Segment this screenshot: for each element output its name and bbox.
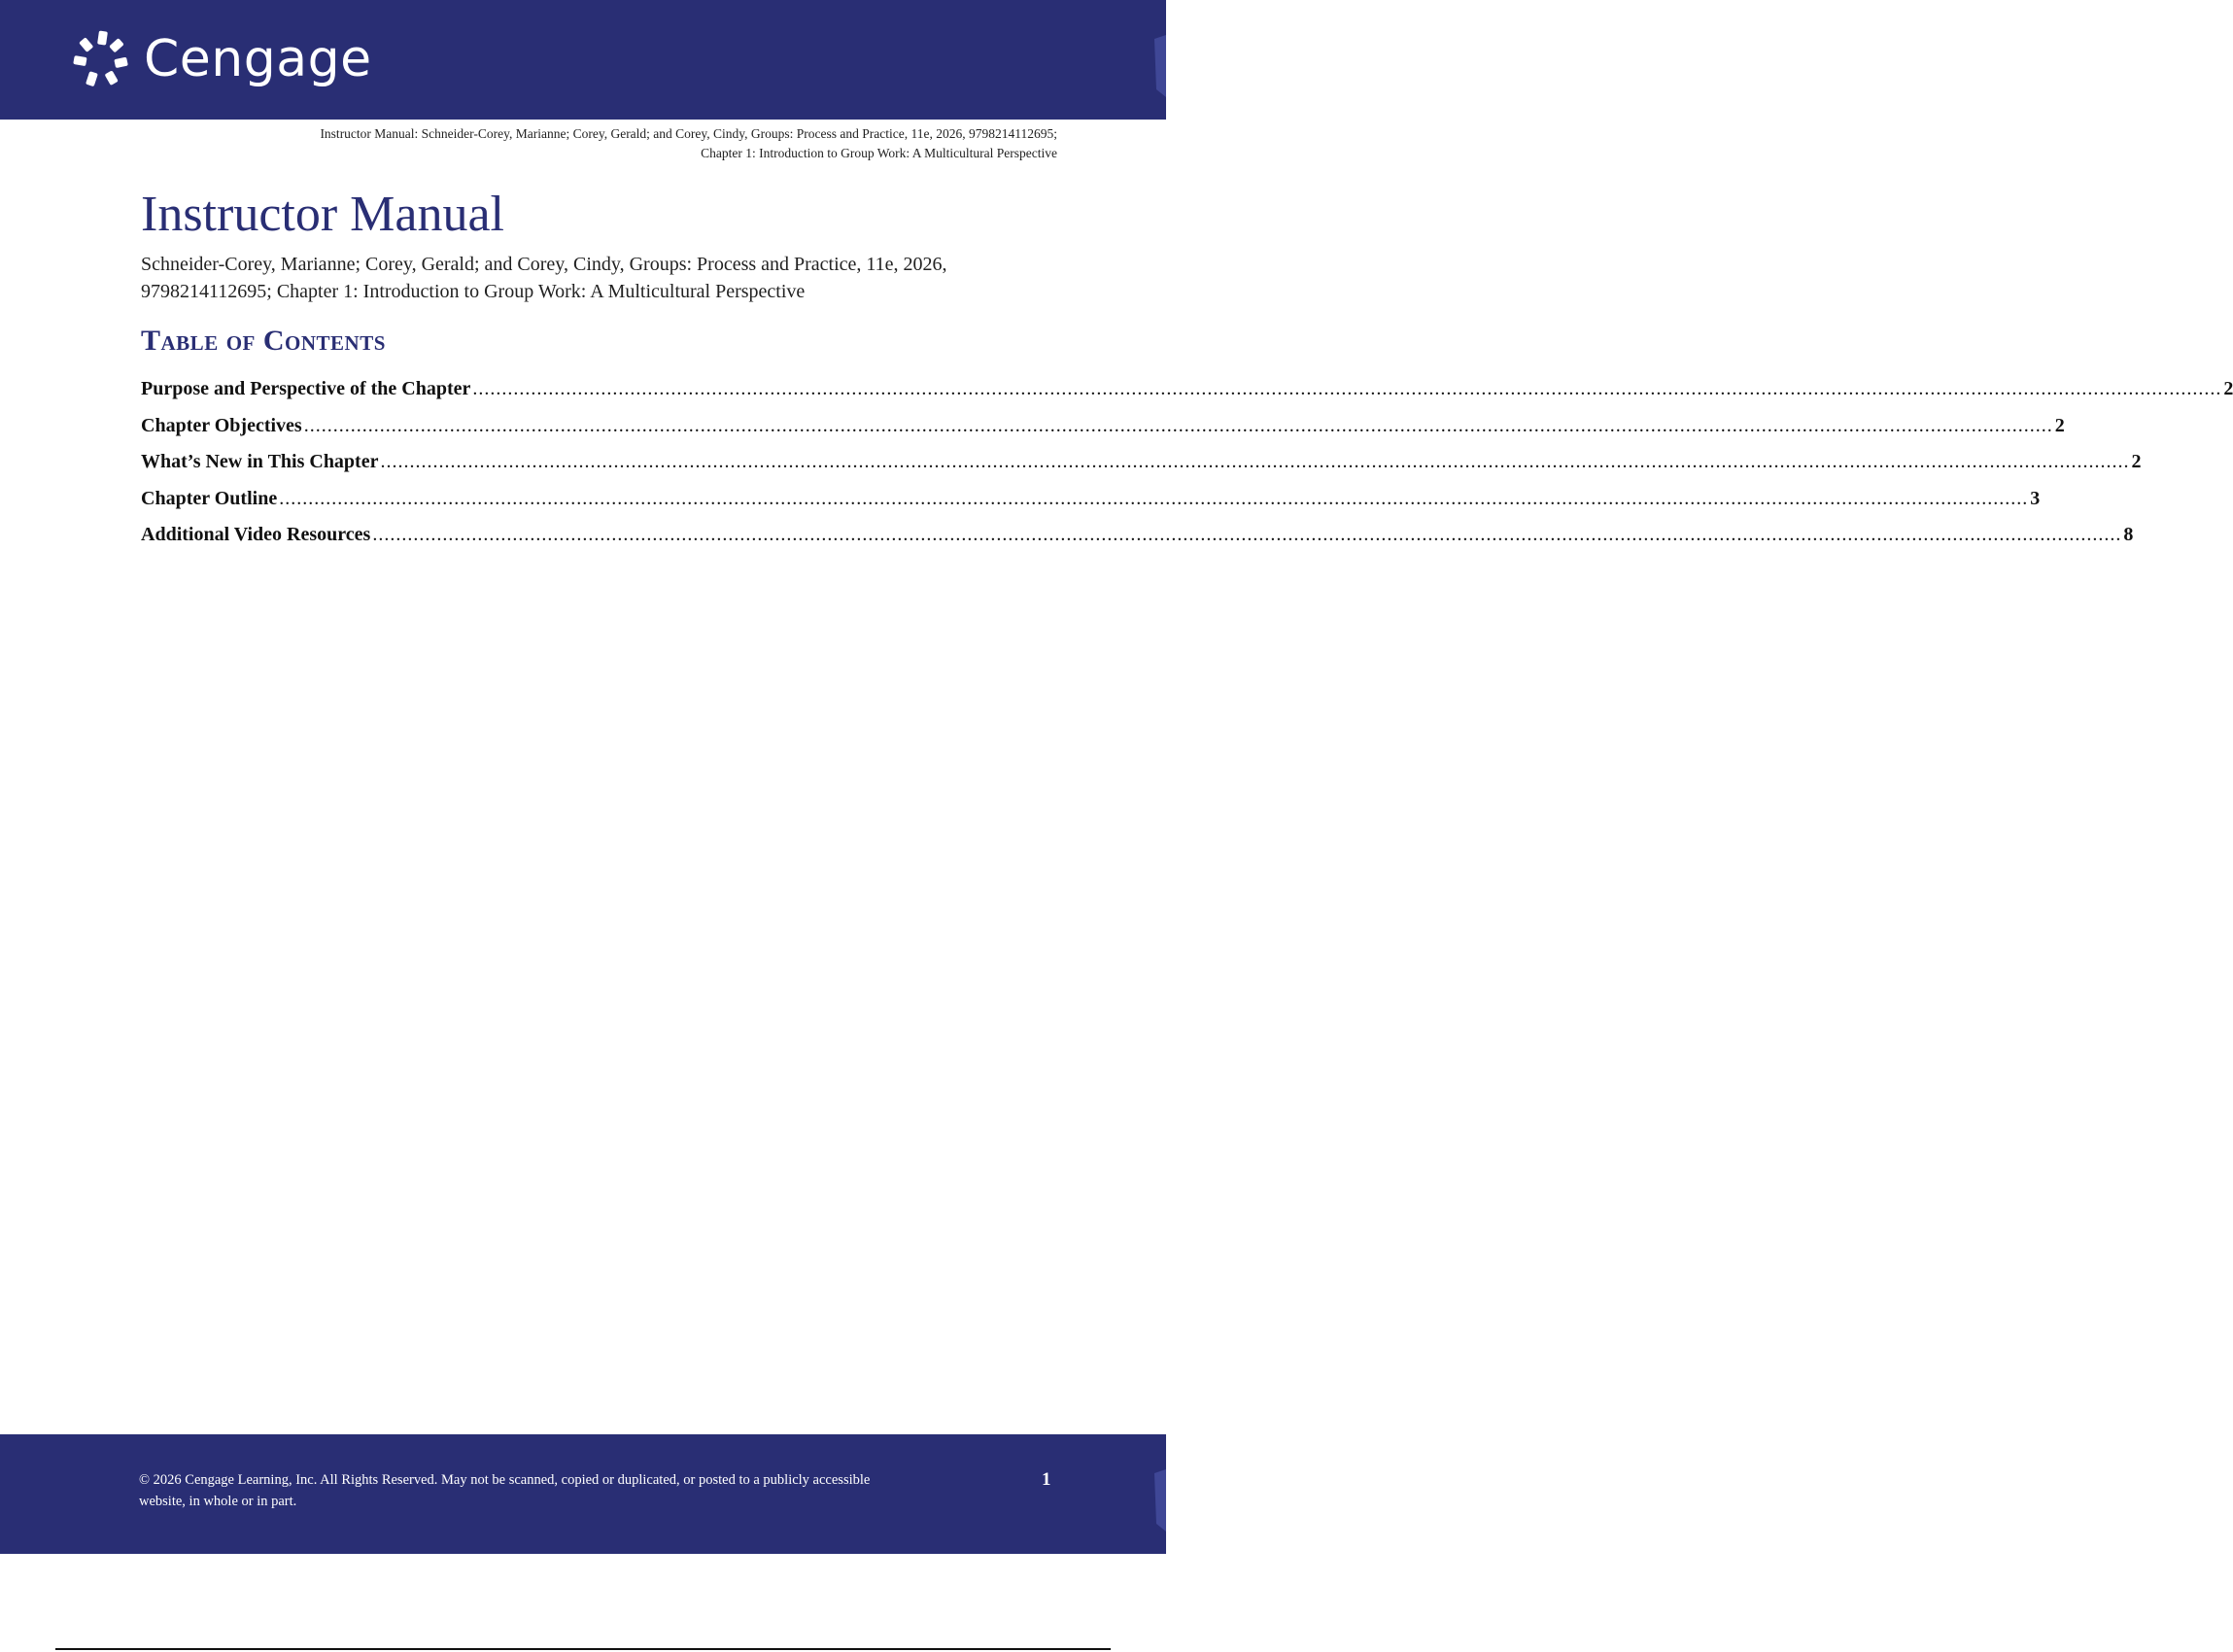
toc-entry-page: 2 [2054,414,2065,436]
running-header-line-2: Chapter 1: Introduction to Group Work: A Multicultural Perspective [701,146,1057,160]
toc-leader-dots: ............................................................................................................................................................................................................................................................................................................ [279,487,2029,509]
footer-band [0,1434,1166,1554]
toc-entry-page: 3 [2030,487,2041,509]
toc-entry-video-resources[interactable] [141,517,2134,554]
toc-leader-dots: ............................................................................................................................................................................................................................................................................................................ [372,524,2122,546]
page-title: Instructor Manual [141,187,505,242]
main-content [141,185,2233,554]
toc-entry-label: What’s New in This Chapter [141,451,379,473]
corner-accent-shape [1127,1434,1166,1554]
cengage-burst-icon [72,29,132,89]
toc-heading: Table of Contents [141,325,386,358]
table-of-contents [141,371,2233,554]
toc-entry-label: Additional Video Resources [141,524,371,546]
toc-entry-label: Purpose and Perspective of the Chapter [141,378,471,400]
toc-entry-purpose[interactable] [141,371,2233,408]
corner-accent-shape [1127,0,1166,120]
page-number: 1 [1042,1469,1051,1490]
cengage-logo [72,29,372,89]
copyright-notice: © 2026 Cengage Learning, Inc. All Rights Reserved. May not be scanned, copied or duplicated, or posted to a publicly accessible website, in whole or in part. [139,1472,871,1509]
toc-leader-dots: ............................................................................................................................................................................................................................................................................................................ [472,378,2222,400]
running-header-line-1: Instructor Manual: Schneider-Corey, Marianne; Corey, Gerald; and Corey, Cindy, Groups: Process and Practice, 11e, 2026, 9798214112695; [320,126,1057,141]
toc-entry-label: Chapter Objectives [141,414,302,436]
toc-entry-whats-new[interactable] [141,444,2142,481]
toc-entry-page: 2 [2131,451,2142,473]
toc-leader-dots: ............................................................................................................................................................................................................................................................................................................ [303,414,2053,436]
toc-entry-label: Chapter Outline [141,487,278,509]
header-band [0,0,1166,120]
document-subtitle: Schneider-Corey, Marianne; Corey, Gerald; and Corey, Cindy, Groups: Process and Practice, 11e, 2026, 9798214112695; Chapter 1: Introduction to Group Work: A Multicultural Perspective [141,254,947,303]
brand-wordmark: Cengage [144,30,372,88]
toc-entry-page: 8 [2123,524,2134,546]
toc-entry-objectives[interactable] [141,408,2065,445]
page-bottom-rule [55,1648,1111,1650]
running-header [124,124,1057,163]
toc-leader-dots: ............................................................................................................................................................................................................................................................................................................ [380,451,2130,473]
toc-entry-outline[interactable] [141,481,2041,518]
toc-entry-page: 2 [2223,378,2233,400]
